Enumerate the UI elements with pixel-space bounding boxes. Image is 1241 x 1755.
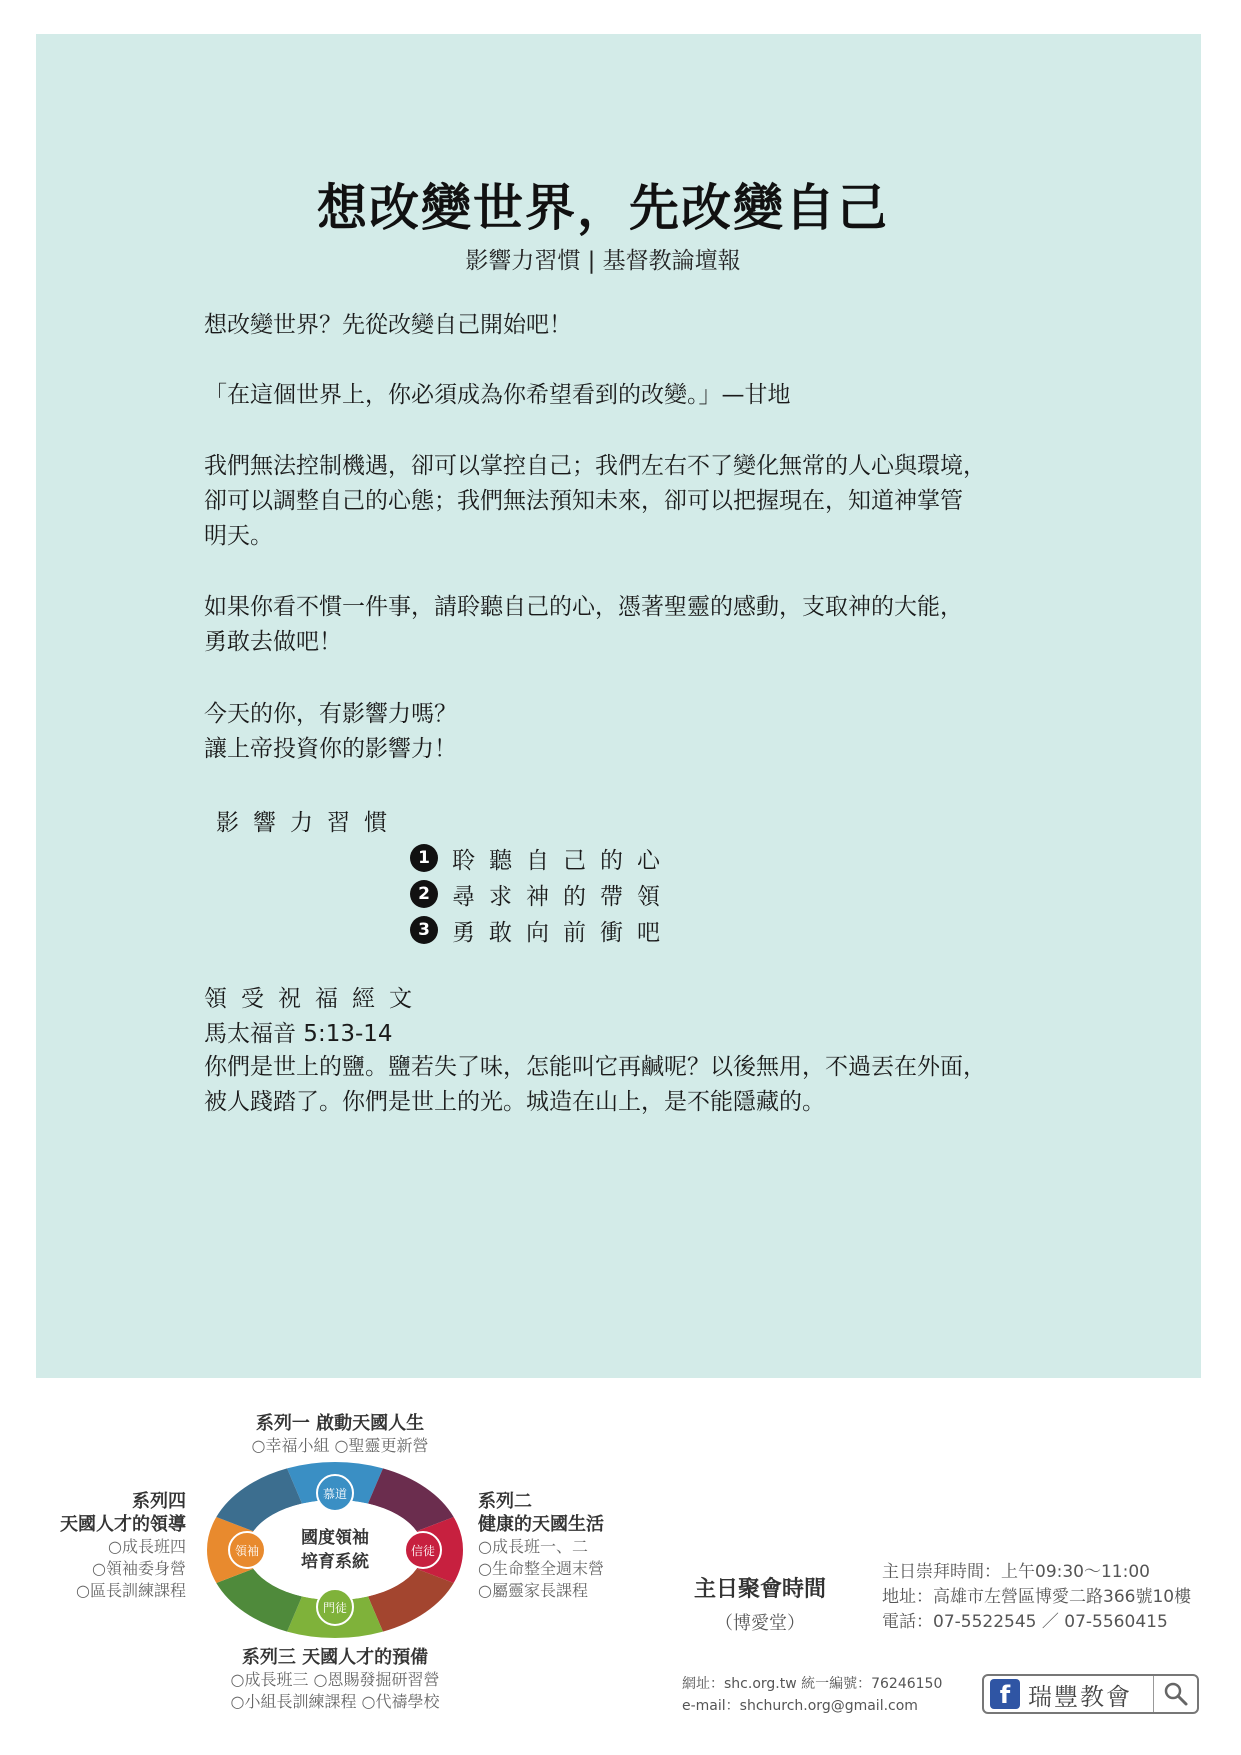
facebook-page-name: 瑞豐教會 [1028, 1682, 1132, 1711]
series-4 [40, 1490, 186, 1602]
facebook-icon: f [990, 1679, 1020, 1709]
leadership-diagram [40, 1410, 640, 1730]
verse-heading: 領受祝福經文 [204, 986, 426, 1012]
facebook-search-box[interactable] [982, 1674, 1199, 1714]
search-glyph [1163, 1681, 1189, 1707]
contact-info [682, 1673, 942, 1717]
habit-item [410, 876, 674, 912]
center-label-2: 培育系統 [301, 1552, 369, 1572]
habit-text: 聆聽自己的心 [452, 847, 674, 874]
worship-time [690, 1572, 830, 1635]
habit-item [410, 912, 674, 948]
number-badge: 3 [410, 916, 438, 944]
verse-reference: 馬太福音 5:13-14 [204, 1021, 393, 1047]
series-3-item: ○成長班三 ○恩賜發掘研習營 [230, 1670, 440, 1689]
series-2-title-2: 健康的天國生活 [478, 1514, 604, 1535]
habit-text: 尋求神的帶領 [452, 883, 674, 910]
node-disciple-label: 門徒 [322, 1601, 348, 1615]
series-2-title-1: 系列二 [478, 1491, 532, 1512]
series-1 [230, 1412, 450, 1457]
series-4-item: ○成長班四 [108, 1537, 186, 1556]
center-label-1: 國度領袖 [301, 1528, 369, 1548]
paragraph-5 [204, 697, 1044, 767]
worship-place: （博愛堂） [715, 1613, 805, 1634]
page-subtitle: 影響力習慣 | 基督教論壇報 [465, 248, 741, 274]
paragraph-text: 想改變世界？先從改變自己開始吧！ [204, 312, 572, 338]
verse-body: 你們是世上的鹽。鹽若失了味，怎能叫它再鹹呢？以後無用，不過丟在外面， 被人踐踏了。你們是世上的光。城造在山上，是不能隱藏的。 [204, 1054, 986, 1115]
series-2-item: ○生命整全週末營 [478, 1559, 604, 1578]
series-3-title: 系列三 天國人才的預備 [241, 1647, 429, 1668]
habit-list [410, 840, 674, 948]
email: e-mail：shchurch.org@gmail.com [682, 1698, 918, 1714]
paragraph-text: 如果你看不慣一件事，請聆聽自己的心，憑著聖靈的感動，支取神的大能， 勇敢去做吧！ [204, 594, 963, 655]
series-2 [478, 1490, 604, 1602]
series-2-item: ○屬靈家長課程 [478, 1581, 588, 1600]
search-icon[interactable] [1153, 1676, 1197, 1712]
node-believer-label: 信徒 [410, 1544, 436, 1558]
website: 網址：shc.org.tw 統一編號：76246150 [682, 1676, 943, 1692]
series-1-title: 系列一 啟動天國人生 [255, 1413, 425, 1434]
verse-text [204, 1050, 1044, 1120]
ring-center [247, 1500, 423, 1600]
habits-heading: 影響力習慣 [216, 810, 401, 836]
paragraph-text: 「在這個世界上，你必須成為你希望看到的改變。」—甘地 [204, 382, 791, 408]
series-4-item: ○區長訓練課程 [76, 1581, 186, 1600]
series-4-title-2: 天國人才的領導 [60, 1514, 186, 1535]
paragraph-4 [204, 590, 1044, 660]
paragraph-text: 今天的你，有影響力嗎？ 讓上帝投資你的影響力！ [204, 701, 457, 762]
series-4-item: ○領袖委身營 [92, 1559, 186, 1578]
number-badge: 1 [410, 844, 438, 872]
church-info [882, 1560, 1191, 1635]
address: 地址：高雄市左營區博愛二路366號10樓 [882, 1587, 1192, 1607]
number-badge: 2 [410, 880, 438, 908]
page-title: 想改變世界，先改變自己 [317, 179, 889, 237]
habit-item [410, 840, 674, 876]
node-seeker-label: 慕道 [322, 1487, 348, 1501]
node-leader-label: 領袖 [234, 1544, 260, 1558]
paragraph-3 [204, 449, 1044, 554]
series-3 [210, 1646, 460, 1713]
paragraph-1 [204, 308, 1044, 343]
series-1-items: ○幸福小組 ○聖靈更新營 [251, 1436, 429, 1455]
series-2-item: ○成長班一、二 [478, 1537, 588, 1556]
phone: 電話：07-5522545 ／ 07-5560415 [882, 1612, 1168, 1632]
series-3-item: ○小組長訓練課程 ○代禱學校 [230, 1692, 440, 1711]
worship-title: 主日聚會時間 [693, 1577, 826, 1602]
paragraph-2 [204, 378, 1044, 413]
habit-text: 勇敢向前衝吧 [452, 919, 674, 946]
series-4-title-1: 系列四 [132, 1491, 186, 1512]
service-time: 主日崇拜時間：上午09:30～11:00 [882, 1562, 1150, 1582]
paragraph-text: 我們無法控制機遇，卻可以掌控自己；我們左右不了變化無常的人心與環境， 卻可以調整自己的心態；我們無法預知未來，卻可以把握現在，知道神掌管 明天。 [204, 453, 986, 549]
